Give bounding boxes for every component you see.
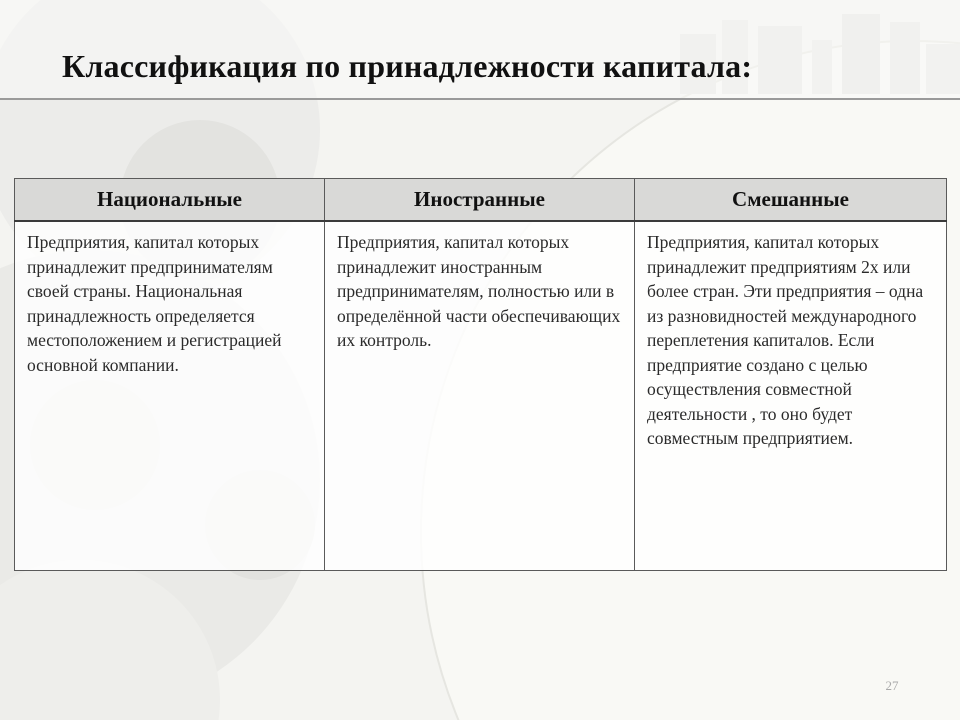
slide-title: Классификация по принадлежности капитала: xyxy=(62,48,753,84)
header-mixed: Смешанные xyxy=(635,179,947,222)
header-foreign: Иностранные xyxy=(325,179,635,222)
title-divider xyxy=(0,98,960,100)
cell-national-description: Предприятия, капитал которых принадлежит предпринимателям своей страны. Национальная принадлежность определяется местоположением и регистрацией основной компании. xyxy=(15,221,325,571)
header-national: Национальные xyxy=(15,179,325,222)
table-row xyxy=(15,221,947,571)
classification-table xyxy=(14,178,947,571)
cell-foreign-description: Предприятия, капитал которых принадлежит иностранным предпринимателям, полностью или в определённой части обеспечивающих их контроль. xyxy=(325,221,635,571)
page-number: 27 xyxy=(885,678,899,693)
cell-mixed-description: Предприятия, капитал которых принадлежит предприятиям 2х или более стран. Эти предприятия – одна из разновидностей международного переплетения капиталов. Если предприятие создано с целью осуществления совместной деятельности , то оно будет совместным предприятием. xyxy=(635,221,947,571)
table-header-row xyxy=(15,179,947,222)
